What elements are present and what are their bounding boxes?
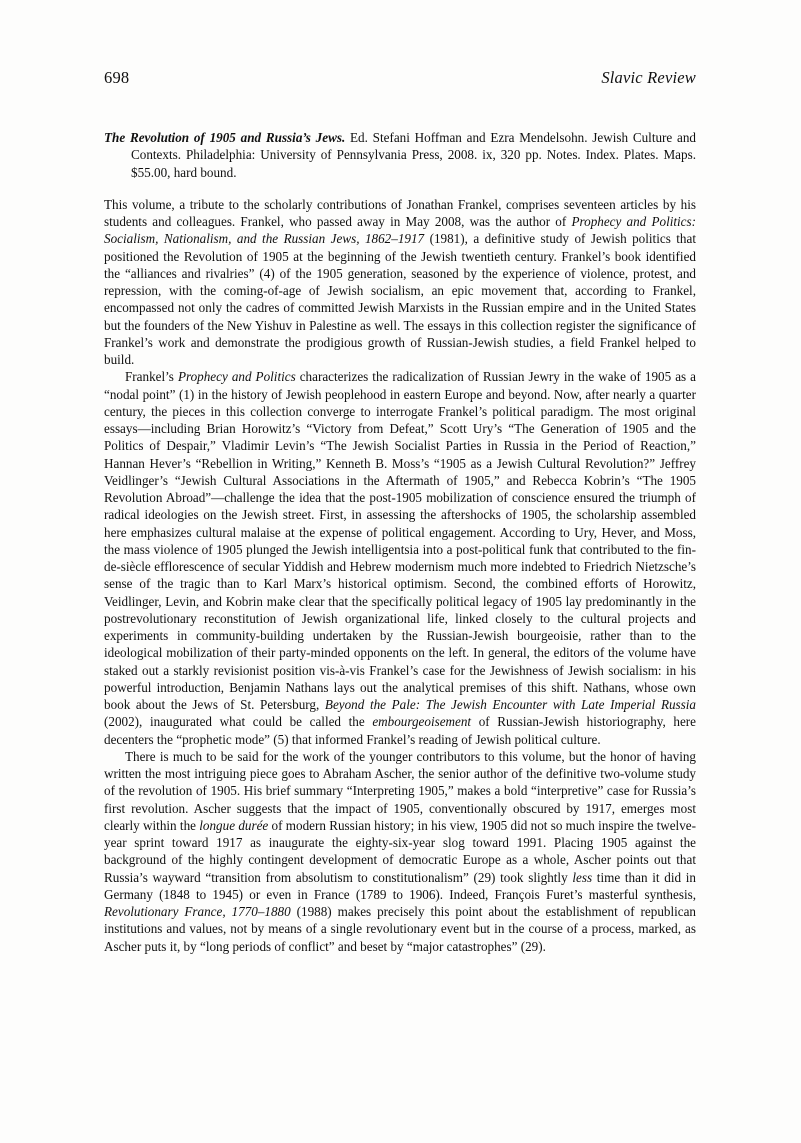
book-citation	[104, 129, 696, 181]
running-head	[104, 68, 696, 88]
review-paragraph-1	[104, 196, 696, 369]
para2-italic-term: embourgeoisement	[372, 714, 472, 730]
para3-segment-1: There is much to be said for the work of the younger contributors to this volume, but the honor of having written the most intriguing piece goes to Abraham Ascher, the senior author of the definitive two-volume study of the revolution of 1905. His brief summary “Interpreting 1905,” makes a bold “interpretive” case for Russia’s first revolution. Ascher suggests that the impact of 1905, conventionally obscured by 1917, emerges most clearly within the	[104, 748, 696, 833]
para2-segment-3: (2002), inaugurated what could be called the	[104, 714, 373, 730]
para2-segment-4: of Russian-Jewish historiography, here decenters the “prophetic mode” (5) that informed Frankel’s reading of Jewish political culture.	[104, 714, 696, 747]
para2-italic-title-2: Beyond the Pale: The Jewish Encounter with Late Imperial Russia	[324, 697, 696, 712]
para3-segment-3: time than it did in Germany (1848 to 1945) or even in France (1789 to 1906). Indeed, François Furet’s masterful synthesis,	[104, 869, 696, 902]
para2-segment-2: characterizes the radicalization of Russian Jewry in the wake of 1905 as a “nodal point” (1) in the history of Jewish peoplehood in eastern Europe and beyond. Now, after nearly a quarter century, the pieces in this collection converge to interrogate Frankel’s political paradigm. The most original essays—including Brian Horowitz’s “Victory from Defeat,” Scott Ury’s “The Generation of 1905 and the Politics of Despair,” Vladimir Levin’s “The Jewish Socialist Parties in Russia in the Period of Reaction,” Hannan Hever’s “Rebellion in Writing,” Kenneth B. Moss’s “1905 as a Jewish Cultural Revolution?” Jeffrey Veidlinger’s “Jewish Cultural Associations in the Aftermath of 1905,” and Rebecca Kobrin’s “The 1905 Revolution Abroad”—challenge the idea that the post-1905 mobilization of conscience ensured the triumph of radical ideologies on the Jewish street. First, in assessing the aftershocks of 1905, the scholarship assembled here emphasizes cultural malaise at the expense of political engagement. According to Ury, Hever, and Moss, the mass violence of 1905 plunged the Jewish intelligentsia into a post-political funk that contributed to the fin-de-siècle efflorescence of secular Yiddish and Hebrew modernism much more indebted to Friedrich Nietzsche’s sense of the tragic than to Karl Marx’s historical optimism. Second, the combined efforts of Horowitz, Veidlinger, Levin, and Kobrin make clear that the specifically political legacy of 1905 lay predominantly in the postrevolutionary reconstitution of Jewish organizational life, linked closely to the cultural projects and experiments in community-building undertaken by the Russian-Jewish bourgeoisie, rather than to the ideological mobilization of their party-minded opponents on the left. In general, the editors of the volume have staked out a starkly revisionist position vis-à-vis Frankel’s case for the Jewishness of Jewish socialism: in his powerful introduction, Benjamin Nathans lays out the analytical premises of this shift. Nathans, whose own book about the Jews of St. Petersburg,	[104, 369, 697, 712]
para3-segment-2: of modern Russian history; in his view, 1905 did not so much inspire the twelve-year sprint toward 1917 as inaugurate the eighty-six-year slog toward 1991. Placing 1905 against the background of the highly contingent development of democratic Europe as a whole, Ascher points out that Russia’s wayward “transition from absolutism to constitutionalism” (29) took slightly	[104, 817, 696, 885]
review-text-block	[104, 129, 696, 955]
para1-segment-1: This volume, a tribute to the scholarly contributions of Jonathan Frankel, comprises seventeen articles by his students and colleagues. Frankel, who passed away in May 2008, was the author of	[104, 196, 696, 229]
para3-italic-term-1: longue durée	[199, 817, 269, 833]
journal-title: Slavic Review	[601, 68, 696, 87]
para2-segment-1: Frankel’s	[125, 369, 178, 385]
para3-segment-4: (1988) makes precisely this point about the establishment of republican institutions and values, not by means of a single revolutionary event but in the course of a process, marked, as Ascher puts it, by “long periods of conflict” and beset by “major catastrophes” (29).	[104, 904, 696, 954]
para1-italic-title-1: Prophecy and Politics: Socialism, Nationalism, and the Russian Jews, 1862–1917	[104, 214, 696, 247]
para3-italic-emphasis: less	[572, 869, 593, 885]
review-paragraph-2	[104, 368, 696, 748]
page-number: 698	[104, 68, 130, 87]
para1-segment-2: (1981), a definitive study of Jewish politics that positioned the Revolution of 1905 at the beginning of the Jewish twentieth century. Frankel’s book identified the “alliances and rivalries” (4) of the 1905 generation, seasoned by the experience of violence, protest, and repression, with the coming-of-age of Jewish socialism, an epic movement that, according to Frankel, encompassed not only the cadres of committed Jewish Marxists in the Russian empire and in the United States but the founders of the New Yishuv in Palestine as well. The essays in this collection register the significance of Frankel’s work and demonstrate the prodigious growth of Russian-Jewish studies, a field Frankel helped to build.	[104, 231, 696, 367]
book-citation-details: Ed. Stefani Hoffman and Ezra Mendelsohn. Jewish Culture and Contexts. Philadelphia: University of Pennsylvania Press, 2008. ix, 320 pp. Notes. Index. Plates. Maps. $55.00, hard bound.	[131, 130, 696, 180]
book-citation-title: The Revolution of 1905 and Russia’s Jews.	[104, 130, 346, 145]
para2-italic-title-1: Prophecy and Politics	[177, 369, 296, 385]
para3-italic-title: Revolutionary France, 1770–1880	[104, 904, 291, 919]
review-paragraph-3	[104, 748, 696, 955]
